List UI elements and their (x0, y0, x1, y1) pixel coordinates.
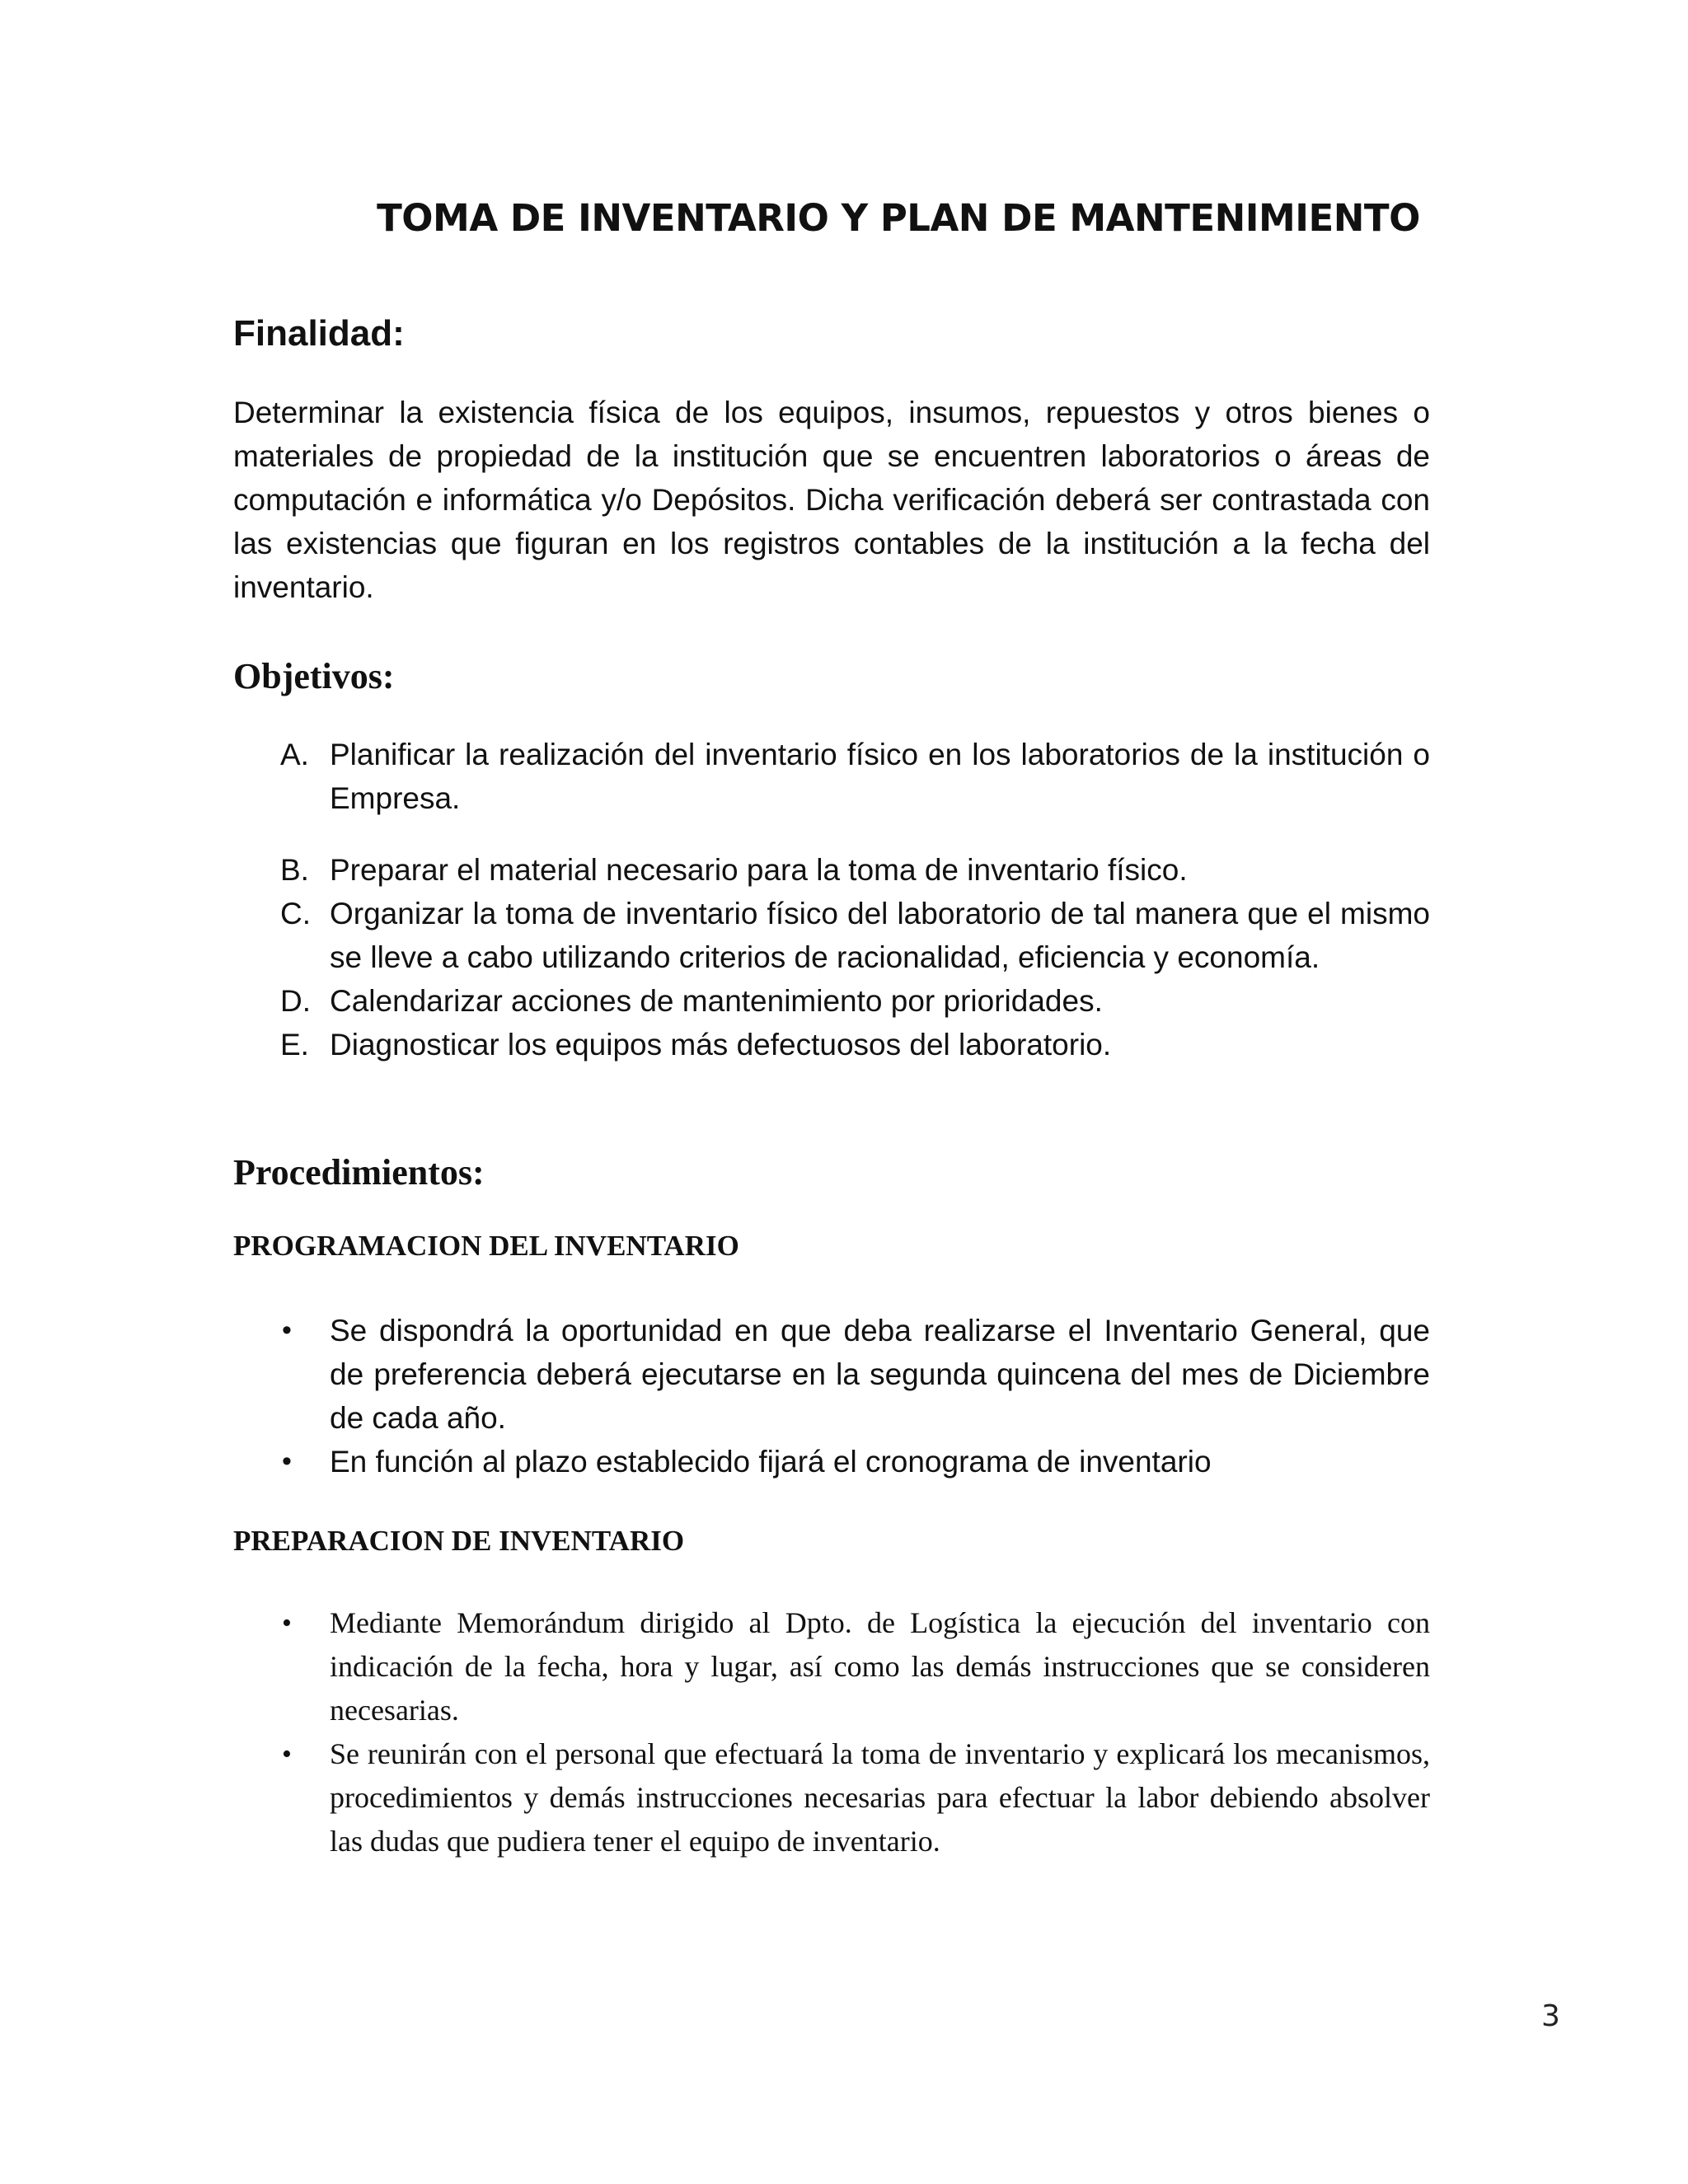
list-item-text: En función al plazo establecido fijará el cronograma de inventario (330, 1445, 1212, 1479)
list-item (280, 848, 1430, 892)
list-item-text: Mediante Memorándum dirigido al Dpto. de Logística la ejecución del inventario con indicación de la fecha, hora y lugar, así como las demás instrucciones que se consideren necesarias. (330, 1606, 1430, 1727)
bullet-icon: • (282, 1446, 292, 1477)
list-item (280, 1023, 1430, 1066)
list-item (280, 892, 1430, 979)
list-item-text: Se dispondrá la oportunidad en que deba realizarse el Inventario General, que de preferencia deberá ejecutarse en la segunda quincena del mes de Diciembre de cada año. (330, 1314, 1430, 1435)
list-item (280, 1732, 1430, 1863)
list-marker: A. (280, 738, 309, 771)
programacion-heading: PROGRAMACION DEL INVENTARIO (233, 1230, 739, 1262)
objetivos-heading: Objetivos: (233, 656, 395, 696)
page-number: 3 (1541, 1999, 1560, 2033)
programacion-list (280, 1309, 1430, 1483)
list-item-text: Se reunirán con el personal que efectuará la toma de inventario y explicará los mecanismos, procedimientos y demás instrucciones necesarias para efectuar la labor debiendo absolver las dudas que pudiera tener el equipo de inventario. (330, 1737, 1430, 1858)
document-title: TOMA DE INVENTARIO Y PLAN DE MANTENIMIENTO (377, 196, 1420, 240)
list-item (280, 1309, 1430, 1440)
list-item (280, 1440, 1430, 1483)
procedimientos-heading: Procedimientos: (233, 1152, 485, 1193)
bullet-icon: • (282, 1608, 292, 1638)
list-item-text: Calendarizar acciones de mantenimiento por prioridades. (330, 984, 1103, 1018)
list-item-text: Planificar la realización del inventario físico en los laboratorios de la institución o Empresa. (330, 738, 1430, 815)
bullet-icon: • (282, 1315, 292, 1346)
list-marker: C. (280, 897, 311, 930)
list-item-text: Preparar el material necesario para la toma de inventario físico. (330, 853, 1188, 887)
bullet-icon: • (282, 1739, 292, 1769)
list-marker: E. (280, 1028, 309, 1062)
list-item-text: Diagnosticar los equipos más defectuosos del laboratorio. (330, 1028, 1112, 1062)
list-item (280, 1601, 1430, 1732)
preparacion-heading: PREPARACION DE INVENTARIO (233, 1525, 685, 1557)
preparacion-list (280, 1601, 1430, 1863)
finalidad-paragraph: Determinar la existencia física de los equipos, insumos, repuestos y otros bienes o materiales de propiedad de la institución que se encuentren laboratorios o áreas de computación e informática y/o Depósitos. Dicha verificación deberá ser contrastada con las existencias que figuran en los registros contables de la institución a la fecha del inventario. (233, 396, 1430, 604)
list-marker: D. (280, 984, 311, 1018)
list-marker: B. (280, 853, 309, 887)
list-item-text: Organizar la toma de inventario físico del laboratorio de tal manera que el mismo se lleve a cabo utilizando criterios de racionalidad, eficiencia y economía. (330, 897, 1430, 974)
objetivos-list (280, 733, 1430, 1066)
finalidad-heading: Finalidad: (233, 313, 405, 354)
list-item (280, 733, 1430, 820)
list-item (280, 979, 1430, 1023)
